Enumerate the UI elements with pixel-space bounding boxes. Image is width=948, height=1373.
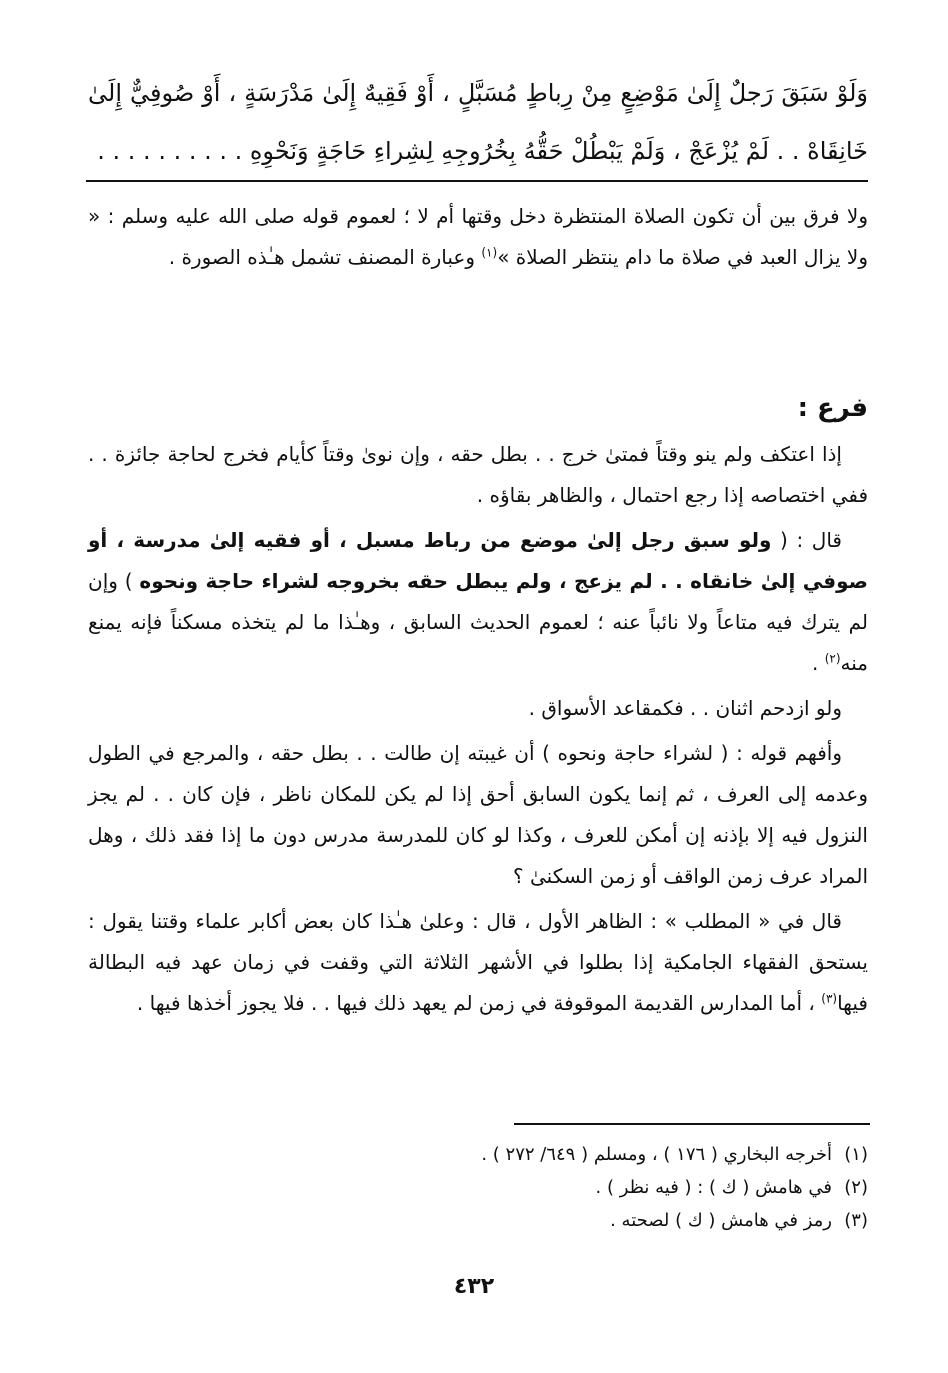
footnote-number: (٣) [844,1210,868,1231]
quote-commentary: ) وإن لم يترك فيه متاعاً ولا نائباً عنه ؛ لعموم الحديث السابق ، وهـٰذا ما لم يتخذه مسكناً فإنه يمنع منه [88,569,868,675]
commentary-note [88,196,868,278]
quote-matn-bold: ولو سبق رجل إلىٰ موضع من رباط مسبل ، أو فقيه إلىٰ مدرسة ، أو صوفي إلىٰ خانقاه . . لم يزعج ، ولم يبطل حقه بخروجه لشراء حاجة ونحوه [88,528,868,593]
footnote-number: (١) [844,1144,868,1165]
quote-end: . [811,651,825,675]
footnotes [88,1138,868,1237]
quote-lead: قال : ( [771,528,842,552]
commentary-note-text-end: وعبارة المصنف تشمل هـٰذه الصورة . [168,245,482,269]
matn-text: وَلَوْ سَبَقَ رَجلٌ إِلَىٰ مَوْضِعٍ مِنْ رِباطٍ مُسَبَّلٍ ، أَوْ فَقِيهٌ إِلَىٰ مَدْرَسَةٍ ، أَوْ صُوفِيٌّ إِلَىٰ خَانِقَاهْ . . لَمْ يُزْعَجْ ، وَلَمْ يَبْطُلْ حَقُّهُ بِخُرُوجِهِ لِشِراءِ حَاجَةٍ وَنَحْوِهِ . . . . . . . . . . [88,79,868,165]
footnote-item [88,1204,868,1237]
footnote-text: في هامش ( ك ) : ( فيه نظر ) . [595,1177,832,1198]
commentary-body [88,434,868,1028]
paragraph-matlab [88,901,868,1024]
footnote-text: رمز في هامش ( ك ) لصحته . [610,1210,832,1231]
footnote-number: (٢) [844,1177,868,1198]
footnote-text: أخرجه البخاري ( ١٧٦ ) ، ومسلم ( ٦٤٩/ ٢٧٢ ) . [481,1144,832,1165]
matlab-text-end: ، أما المدارس القديمة الموقوفة في زمن لم يعهد ذلك فيها . . فلا يجوز أخذها فيها . [136,991,822,1015]
footnote-ref-2: (٢) [824,651,841,666]
footnote-ref-3: (٣) [821,991,838,1006]
footnote-item [88,1171,868,1204]
page-number: ٤٣٢ [453,1274,495,1299]
paragraph-absence: وأفهم قوله : ( لشراء حاجة ونحوه ) أن غيبته إن طالت . . بطل حقه ، والمرجع في الطول وعدمه إلى العرف ، ثم إنما يكون السابق أحق إذا لم يكن للمكان ناظر ، فإن كان . . لم يجز النزول فيه إلا بإذنه إن أمكن للعرف ، وكذا لو كان للمدرسة مدرس دون ما إذا فقد ذلك ، وهل المراد عرف زمن الواقف أو زمن السكنىٰ ؟ [88,741,868,888]
matlab-text: قال في « المطلب » : الظاهر الأول ، قال : وعلىٰ هـٰذا كان بعض أكابر علماء وقتنا يقول : يستحق الفقهاء الجامكية إذا بطلوا في الأشهر الثلاثة التي وقفت في زمان عهد فيه البطالة فيها [88,909,868,1015]
paragraph-crowding: ولو ازدحم اثنان . . فكمقاعد الأسواق . [528,696,842,720]
footnote-divider [514,1123,870,1125]
commentary-note-text: ولا فرق بين أن تكون الصلاة المنتظرة دخل وقتها أم لا ؛ لعموم قوله صلى الله عليه وسلم : « ولا يزال العبد في صلاة ما دام ينتظر الصلاة » [88,204,868,269]
paragraph-quote [88,520,868,684]
matn-divider [86,180,868,182]
footnote-item [88,1138,868,1171]
footnote-ref-1: (١) [481,245,498,260]
paragraph-itikaf: إذا اعتكف ولم ينو وقتاً فمتىٰ خرج . . بطل حقه ، وإن نوىٰ وقتاً كأيام فخرج لحاجة جائزة . . ففي اختصاصه إذا رجع احتمال ، والظاهر بقاؤه . [88,442,868,507]
section-heading: فرع : [797,393,868,423]
